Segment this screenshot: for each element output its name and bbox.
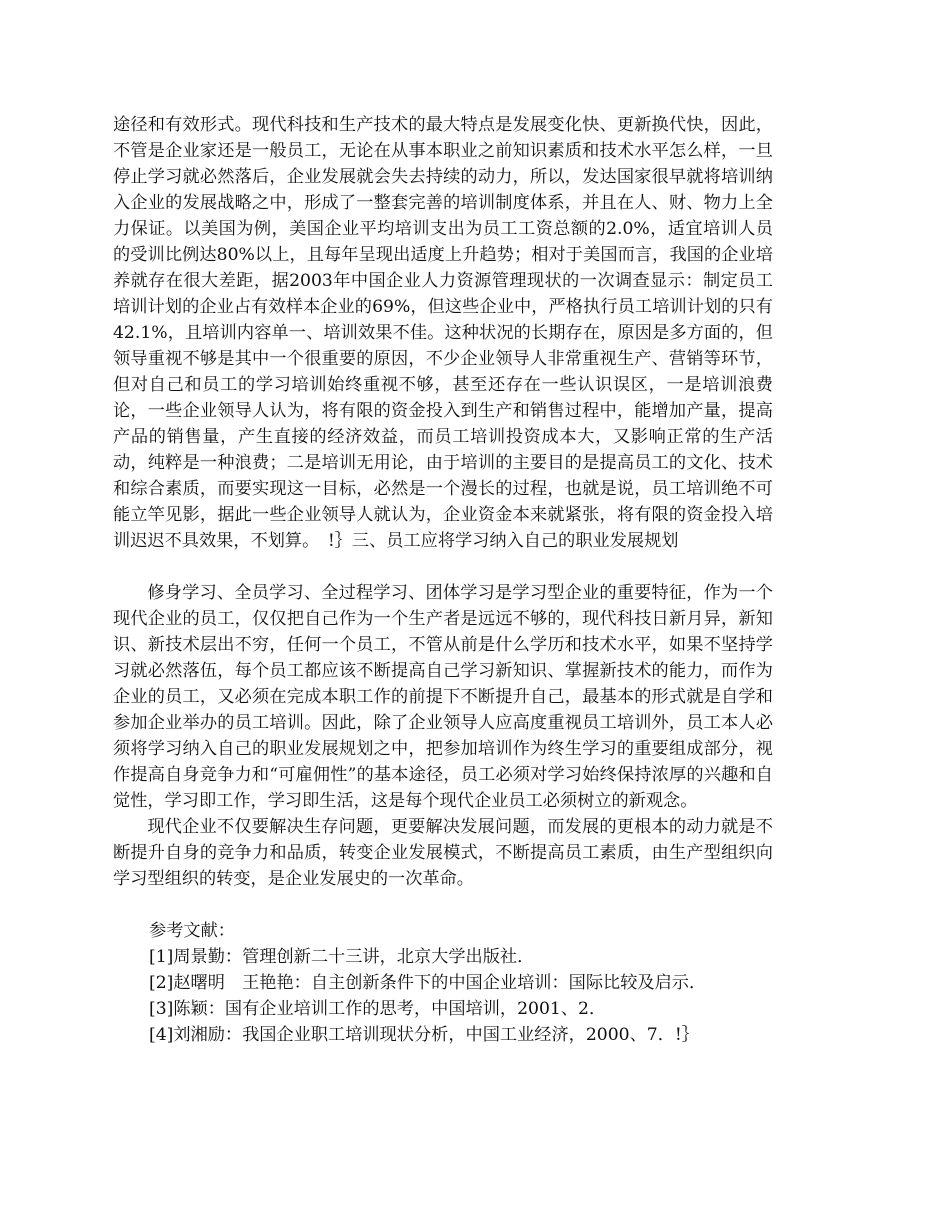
reference-item-4: [4]刘湘励：我国企业职工培训现状分析，中国工业经济，2000、7．!｝	[149, 1025, 699, 1045]
references-section	[113, 918, 773, 1048]
reference-item-1: [1]周景勤：管理创新二十三讲，北京大学出版社．	[149, 947, 535, 967]
reference-item-2: [2]赵曙明 王艳艳：自主创新条件下的中国企业培训：国际比较及启示．	[149, 973, 707, 993]
paragraph-gap	[113, 554, 773, 580]
reference-item-3: [3]陈颖：国有企业培训工作的思考，中国培训，2001、2．	[149, 999, 607, 1019]
body-paragraph-1: 途径和有效形式。现代科技和生产技术的最大特点是发展变化快、更新换代快，因此，不管是企业家还是一般员工，无论在从事本职业之前知识素质和技术水平怎么样，一旦停止学习就必然落后，企业发展就会失去持续的动力，所以，发达国家很早就将培训纳入企业的发展战略之中，形成了一整套完善的培训制度体系，并且在人、财、物力上全力保证。以美国为例，美国企业平均培训支出为员工工资总额的2.0%，适宜培训人员的受训比例达80%以上，且每年呈现出适度上升趋势；相对于美国而言，我国的企业培养就存在很大差距，据2003年中国企业人力资源管理现状的一次调查显示：制定员工培训计划的企业占有效样本企业的69%，但这些企业中，严格执行员工培训计划的只有42.1%，且培训内容单一、培训效果不佳。这种状况的长期存在，原因是多方面的，但领导重视不够是其中一个很重要的原因，不少企业领导人非常重视生产、营销等环节，但对自己和员工的学习培训始终重视不够，甚至还存在一些认识误区，一是培训浪费论，一些企业领导人认为，将有限的资金投入到生产和销售过程中，能增加产量，提高产品的销售量，产生直接的经济效益，而员工培训投资成本大，又影响正常的生产活动，纯粹是一种浪费；二是培训无用论，由于培训的主要目的是提高员工的文化、技术和综合素质，而要实现这一目标，必然是一个漫长的过程，也就是说，员工培训绝不可能立竿见影，据此一些企业领导人就认为，企业资金本来就紧张，将有限的资金投入培训迟迟不具效果，不划算。 !｝三、员工应将学习纳入自己的职业发展规划	[113, 115, 773, 551]
document-page	[113, 112, 773, 1048]
body-paragraph-2: 修身学习、全员学习、全过程学习、团体学习是学习型企业的重要特征，作为一个现代企业的员工，仅仅把自己作为一个生产者是远远不够的，现代科技日新月异，新知识、新技术层出不穷，任何一个员工，不管从前是什么学历和技术水平，如果不坚持学习就必然落伍，每个员工都应该不断提高自己学习新知识、掌握新技术的能力，而作为企业的员工，又必须在完成本职工作的前提下不断提升自己，最基本的形式就是自学和参加企业举办的员工培训。因此，除了企业领导人应高度重视员工培训外，员工本人必须将学习纳入自己的职业发展规划之中，把参加培训作为终生学习的重要组成部分，视作提高自身竞争力和“可雇佣性”的基本途径，员工必须对学习始终保持浓厚的兴趣和自觉性，学习即工作，学习即生活，这是每个现代企业员工必须树立的新观念。	[113, 583, 773, 811]
body-paragraph-3: 现代企业不仅要解决生存问题，更要解决发展问题，而发展的更根本的动力就是不断提升自身的竞争力和品质，转变企业发展模式，不断提高员工素质，由生产型组织向学习型组织的转变，是企业发展史的一次革命。	[113, 817, 773, 889]
references-title: 参考文献：	[149, 921, 235, 941]
